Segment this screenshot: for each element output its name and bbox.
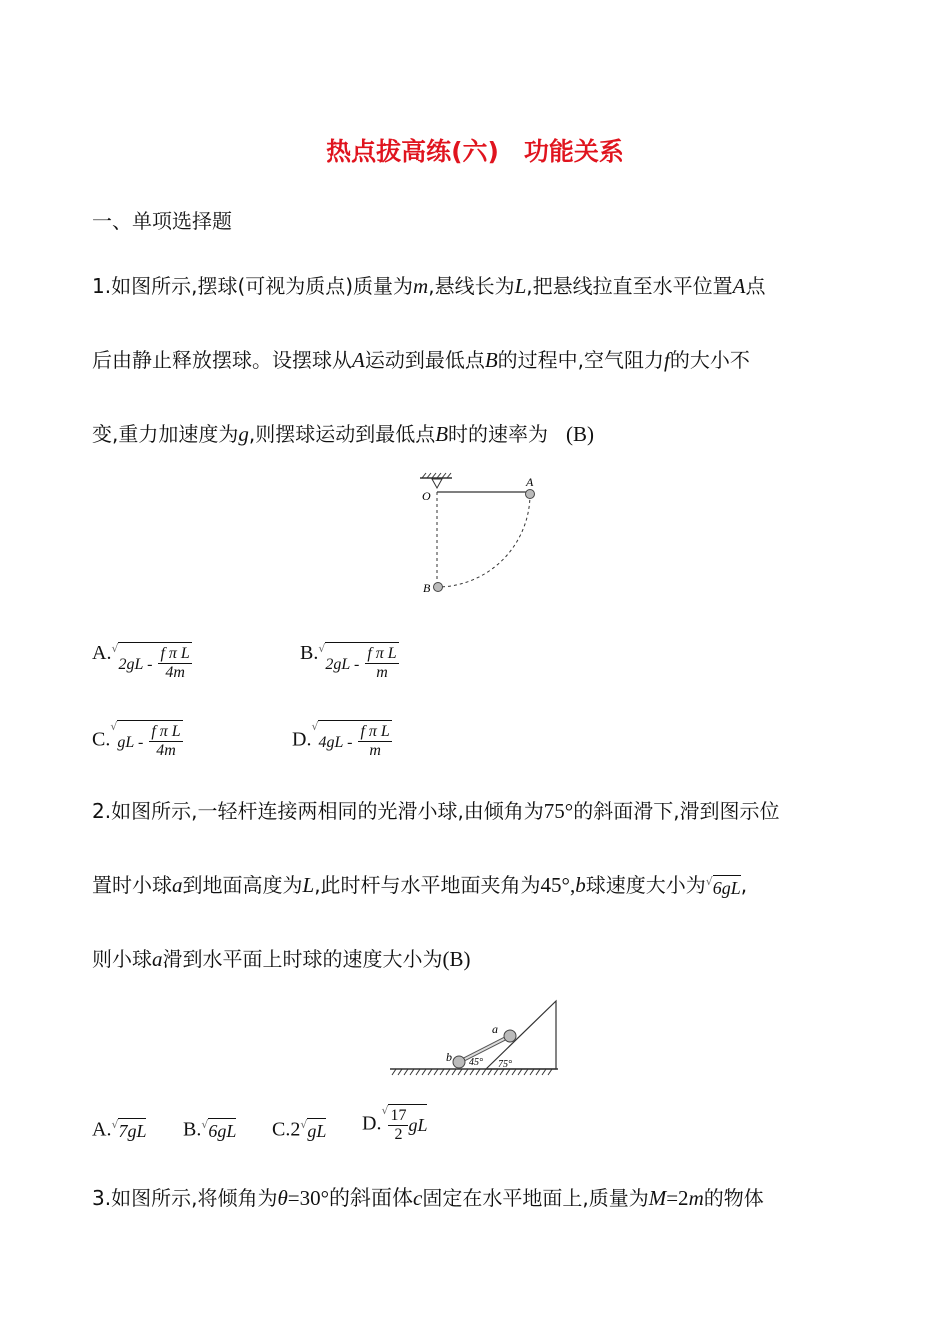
q2-option-A[interactable]: A.√7gL (92, 1118, 147, 1141)
q1-option-D[interactable]: D.√4gL - $\frac{\text{f π L}}{m}$ (292, 720, 390, 759)
q2-ball-a (504, 1030, 516, 1042)
q2-option-B[interactable]: B.√6gL (183, 1118, 237, 1141)
section-heading: 一、单项选择题 (92, 209, 232, 233)
q1-option-C[interactable]: C.√gL - $\frac{\text{f π L}}{4m}$ (92, 720, 181, 759)
q1-line-2: 后由静止释放摆球。设摆球从A运动到最低点B的过程中,空气阻力f的大小不 (92, 348, 750, 372)
q1-label-O: O (422, 489, 431, 503)
q2-label-a: a (492, 1022, 498, 1036)
q1-answer: (B) (566, 422, 595, 446)
q3-line-1: 3.如图所示,将倾角为θ=30°的斜面体c固定在水平地面上,质量为M=2m的物体 (92, 1186, 764, 1210)
q1-arc-path (438, 494, 530, 587)
q1-label-A: A (526, 475, 534, 489)
q1-ball-A (526, 490, 535, 499)
q1-line-3: 变,重力加速度为g,则摆球运动到最低点B时的速率为 (B) (92, 422, 595, 446)
q1-option-A[interactable]: A.√2gL - $\frac{\text{f π L}}{4m}$ (92, 642, 190, 681)
q2-incline-figure (388, 995, 560, 1081)
q2-ball-b (453, 1056, 465, 1068)
q2-option-D[interactable]: D.√ $\frac{17}{2}$ gL (362, 1104, 428, 1143)
q1-pendulum-figure (410, 472, 550, 600)
q1-label-B: B (423, 581, 431, 595)
q2-line-3: 则小球a滑到水平面上时球的速度大小为(B) (92, 947, 471, 971)
q2-option-C[interactable]: C.2√gL (272, 1118, 327, 1141)
q2-line-1: 2.如图所示,一轻杆连接两相同的光滑小球,由倾角为75°的斜面滑下,滑到图示位 (92, 799, 780, 823)
q2-label-75: 75° (498, 1059, 512, 1070)
q1-line-1: 1.如图所示,摆球(可视为质点)质量为m,悬线长为L,把悬线拉直至水平位置A点 (92, 274, 766, 298)
q2-label-45: 45° (469, 1057, 483, 1068)
q2-answer: (B) (442, 947, 471, 971)
q2-line-2: 置时小球a到地面高度为L,此时杆与水平地面夹角为45°,b球速度大小为√6gL, (92, 873, 748, 898)
page-title: 热点拔高练(六) 功能关系 (326, 137, 624, 166)
q1-option-B[interactable]: B.√2gL - $\frac{\text{f π L}}{m}$ (300, 642, 397, 681)
q1-ball-B (434, 583, 443, 592)
q2-label-b: b (446, 1050, 452, 1064)
